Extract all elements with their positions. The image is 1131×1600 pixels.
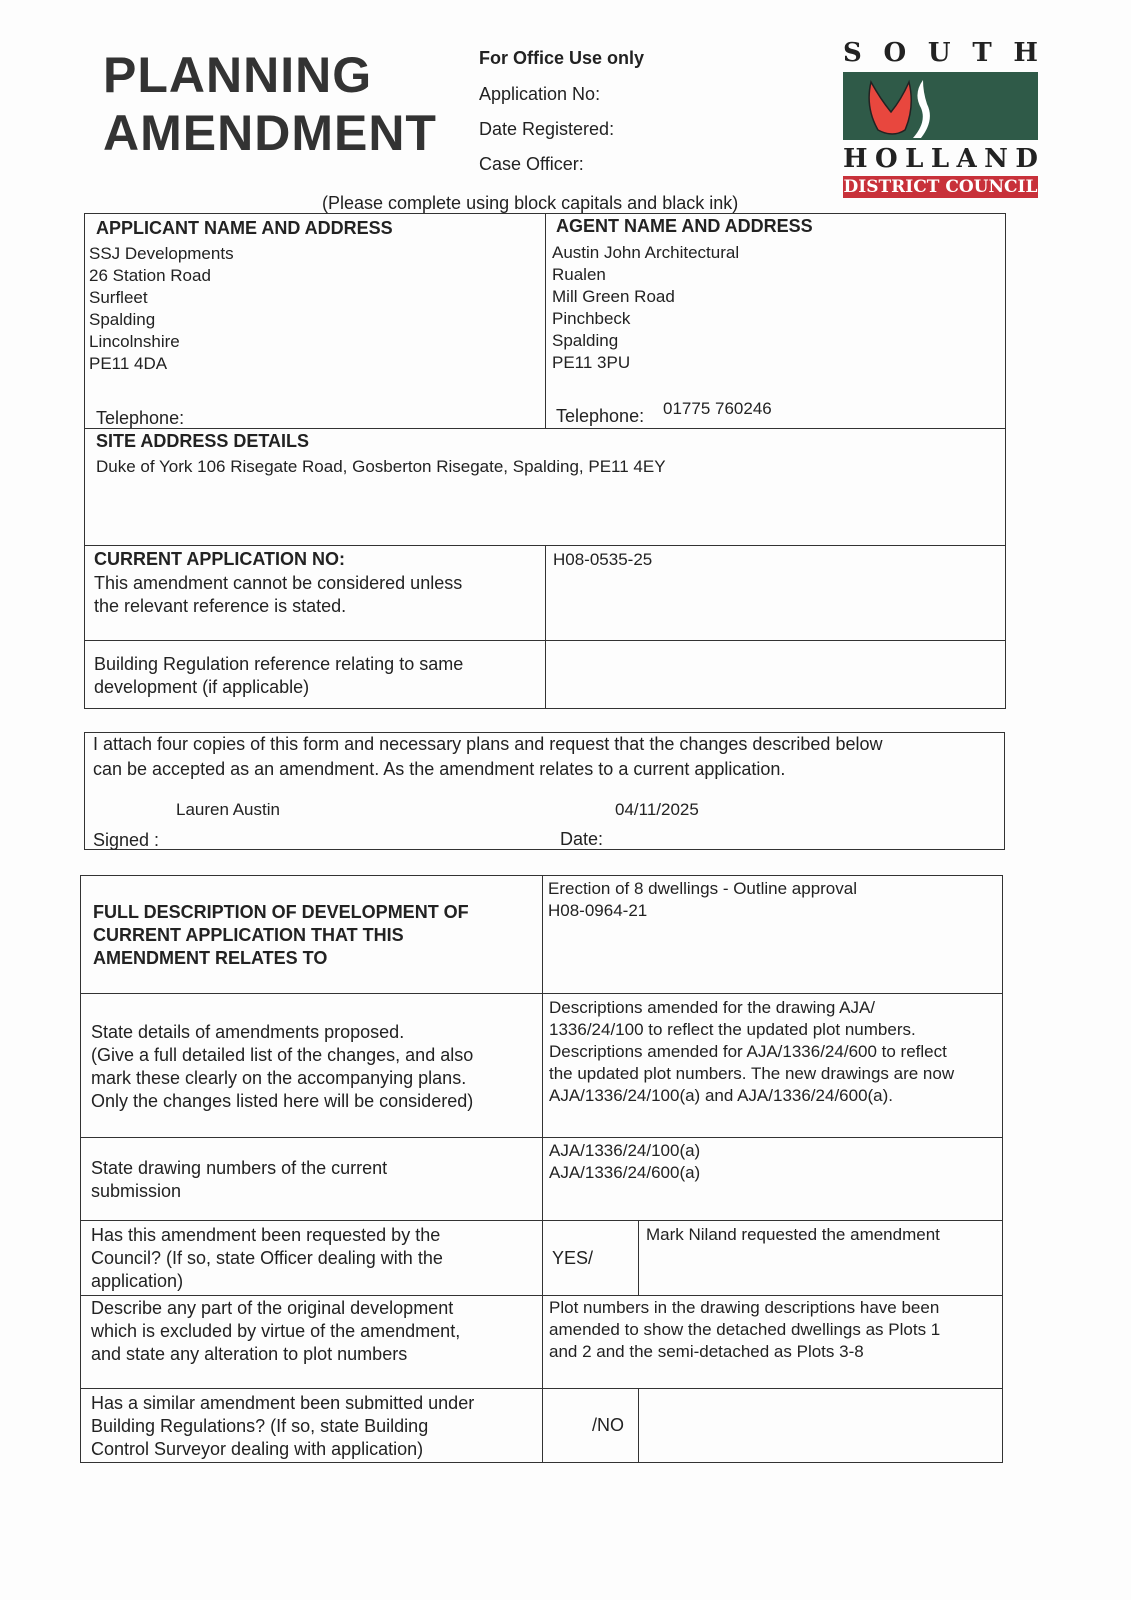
agent-address: Austin John Architectural Rualen Mill Green Road Pinchbeck Spalding PE11 3PU: [552, 243, 740, 372]
declaration-date: 04/11/2025: [615, 800, 699, 819]
site-address: Duke of York 106 Risegate Road, Gosberton Risegate, Spalding, PE11 4EY: [96, 457, 666, 476]
excluded-label: Describe any part of the original development which is excluded by virtue of the amendment, and state any alteration to plot numbers: [91, 1298, 461, 1364]
drawings-value: AJA/1336/24/100(a) AJA/1336/24/600(a): [549, 1141, 701, 1182]
council-request-label: Has this amendment been requested by the Council? (If so, state Officer dealing with the application): [91, 1225, 443, 1291]
logo-holland: H O L L A N D: [843, 144, 1038, 174]
declaration-text: I attach four copies of this form and necessary plans and request that the changes described below can be accepted as an amendment. As the amendment relates to a current application.: [93, 734, 883, 779]
current-app-value: H08-0535-25: [553, 550, 653, 569]
application-no-label: Application No:: [479, 84, 601, 104]
agent-telephone: 01775 760246: [663, 399, 772, 418]
form-title-line2: AMENDMENT: [103, 105, 437, 161]
building-reg-label: Building Regulation reference relating to same development (if applicable): [94, 654, 464, 697]
tulip-icon: [843, 72, 1038, 140]
form-title-line1: PLANNING: [103, 47, 373, 103]
applicant-address: SSJ Developments 26 Station Road Surfleet Spalding Lincolnshire PE11 4DA: [89, 244, 234, 373]
logo-district-council: DISTRICT COUNCIL: [843, 177, 1038, 197]
amendments-label: State details of amendments proposed. (Give a full detailed list of the changes, and also mark these clearly on the accompanying plans. Only the changes listed here will be considered): [91, 1022, 474, 1111]
building-control-answer: /NO: [592, 1415, 625, 1435]
amendments-value: Descriptions amended for the drawing AJA/ 1336/24/100 to reflect the updated plot numbers. Descriptions amended for AJA/1336/24/600 to reflect the updated plot numbers. The new drawings are now AJA/1336/24/100(a) and AJA/1336/24/600(a).: [549, 998, 955, 1105]
full-description-value: Erection of 8 dwellings - Outline approval H08-0964-21: [548, 879, 857, 920]
applicant-heading: APPLICANT NAME AND ADDRESS: [96, 218, 393, 238]
applicant-telephone-label: Telephone:: [96, 408, 185, 428]
agent-heading: AGENT NAME AND ADDRESS: [556, 216, 813, 236]
building-control-label: Has a similar amendment been submitted under Building Regulations? (If so, state Building Control Surveyor dealing with application): [91, 1393, 475, 1459]
case-officer-label: Case Officer:: [479, 154, 584, 174]
agent-telephone-label: Telephone:: [556, 406, 645, 426]
signed-name: Lauren Austin: [176, 800, 280, 819]
date-label: Date:: [560, 829, 604, 849]
council-request-answer: YES/: [552, 1248, 594, 1268]
council-request-officer: Mark Niland requested the amendment: [646, 1225, 940, 1244]
date-registered-label: Date Registered:: [479, 119, 615, 139]
logo-south: S O U T H: [843, 38, 1038, 68]
current-app-note: This amendment cannot be considered unless the relevant reference is stated.: [94, 573, 463, 616]
instruction-text: (Please complete using block capitals and black ink): [322, 193, 739, 213]
full-description-label: FULL DESCRIPTION OF DEVELOPMENT OF CURRENT APPLICATION THAT THIS AMENDMENT RELATES TO: [93, 902, 469, 968]
excluded-value: Plot numbers in the drawing descriptions have been amended to show the detached dwellings as Plots 1 and 2 and the semi-detached as Plots 3-8: [549, 1298, 941, 1361]
drawings-label: State drawing numbers of the current submission: [91, 1158, 388, 1201]
site-heading: SITE ADDRESS DETAILS: [96, 431, 310, 451]
office-use-heading: For Office Use only: [479, 48, 645, 68]
current-app-heading: CURRENT APPLICATION NO:: [94, 549, 345, 569]
signed-label: Signed :: [93, 830, 160, 850]
south-holland-logo: [843, 38, 1038, 197]
